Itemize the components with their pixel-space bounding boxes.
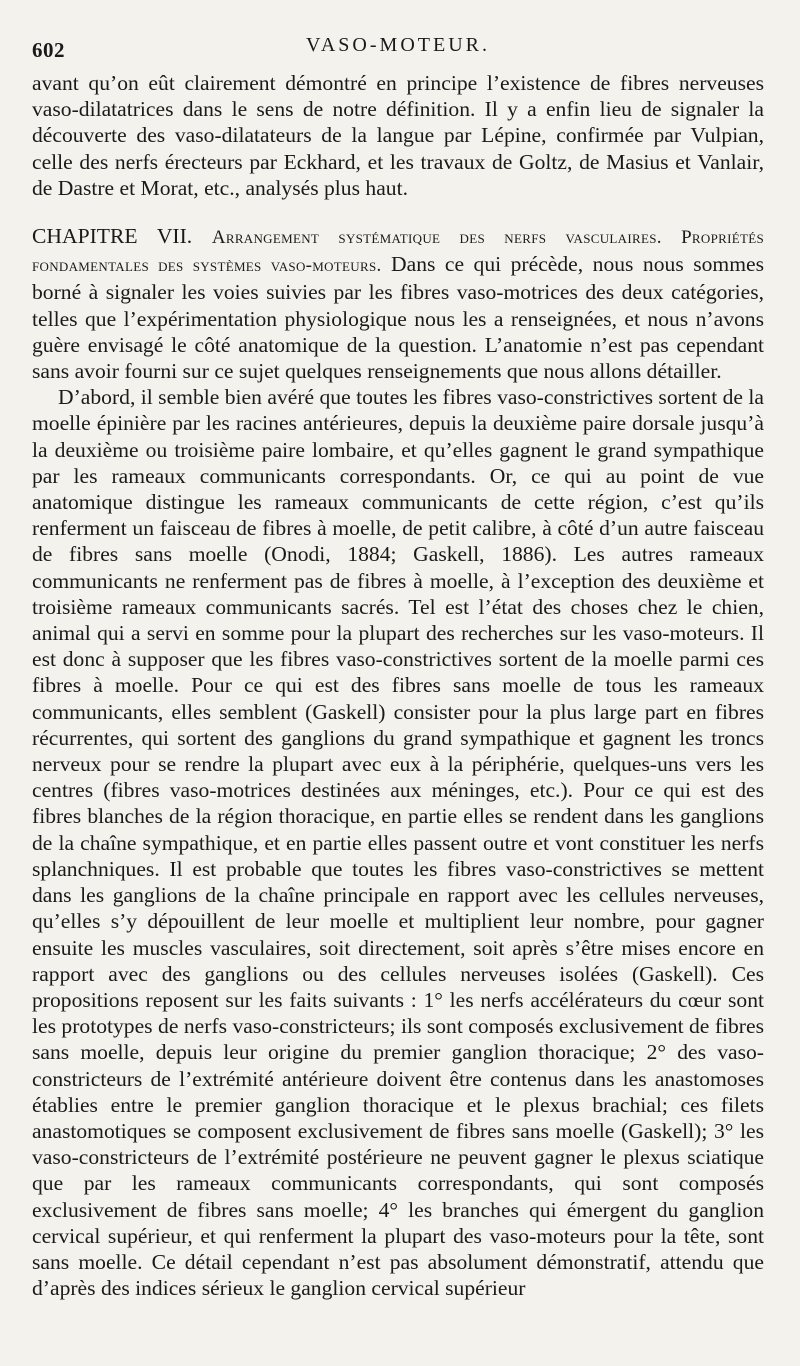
paragraph-main: D’abord, il semble bien avéré que toutes les fibres vaso-constrictives sortent de la moelle épinière par les racines antérieures, depuis la deuxième paire dorsale jusqu’à la deuxième ou troisième paire lombaire, et qu’elles gagnent le grand sympathique par les rameaux communicants correspondants. Or, ce qui au point de vue anatomique distingue les rameaux communicants de cette région, c’est qu’ils renferment un faisceau de fibres à moelle, de petit calibre, à côté d’un autre faisceau de fibres sans moelle (Onodi, 1884; Gaskell, 1886). Les autres rameaux communicants ne renferment pas de fibres à moelle, à l’exception des deuxième et troisième rameaux communicants sacrés. Tel est l’état des choses chez le chien, animal qui a servi en somme pour la plupart des recherches sur les vaso-moteurs. Il est donc à supposer que les fibres vaso-constrictives sortent de la moelle parmi ces fibres à moelle. Pour ce qui est des fibres sans moelle de tous les rameaux communicants, elles semblent (Gaskell) consister pour la plus large part en fibres récurrentes, qui sortent des ganglions du grand sympathique et gagnent les troncs nerveux pour se rendre la plupart avec eux à la périphérie, quelques-uns vers les centres (fibres vaso-motrices destinées aux méninges, etc.). Pour ce qui est des fibres blanches de la région thoracique, en partie elles se rendent dans les ganglions de la chaîne sympathique, et en partie elles passent outre et vont constituer les nerfs splanchniques. Il est probable que toutes les fibres vaso-constrictives se mettent dans les ganglions de la chaîne principale en rapport avec les cellules nerveuses, qu’elles s’y dépouillent de leur moelle et multiplient leur nombre, pour gagner ensuite les muscles vasculaires, soit directement, soit après s’être mises encore en rapport avec des ganglions ou des cellules nerveuses isolées (Gaskell). Ces propositions reposent sur les faits suivants : 1° les nerfs accélérateurs du cœur sont les prototypes de nerfs vaso-constricteurs; ils sont composés exclusivement de fibres sans moelle, depuis leur origine du premier ganglion thoracique; 2° des vaso-constricteurs de l’extrémité antérieure doivent être contenus dans les anastomoses établies entre le premier ganglion thoracique et le plexus brachial; ces filets anastomotiques se composent exclusivement de fibres sans moelle (Gaskell); 3° les vaso-constricteurs de l’extrémité postérieure ne peuvent gagner le plexus sciatique que par les rameaux communicants correspondants, qui sont composés exclusivement de fibres sans moelle; 4° les branches qui émergent du ganglion cervical supérieur, et qui renferment la plupart des vaso-moteurs pour la tête, sont sans moelle. Ce détail cependant n’est pas absolument démonstratif, attendu que d’après des indices sérieux le ganglion cervical supérieur: [32, 385, 764, 1301]
running-head: [32, 28, 764, 62]
chapter-label: CHAPITRE VII.: [32, 224, 193, 249]
chapter-heading: Arrangement systématique des nerfs vasculaires. Propriétés fondamentales des systèmes vaso-moteurs.: [32, 227, 764, 277]
chapter-paragraph: [32, 223, 764, 384]
running-title: VASO-MOTEUR.: [306, 34, 490, 56]
page-number: 602: [32, 38, 65, 62]
chapter-text: Dans ce qui précède, nous nous sommes borné à signaler les voies suivies par les fibres vaso-motrices des deux catégories, telles que l’expérimentation physiologique nous les a renseignées, et nous n’avons guère envisagé le côté anatomique de la question. L’anatomie n’est pas cependant sans avoir fourni sur ce sujet quelques renseignements que nous allons détailler.: [32, 252, 764, 384]
paragraph-continuation: avant qu’on eût clairement démontré en principe l’existence de fibres nerveuses vaso-dilatatrices dans le sens de notre définition. Il y a enfin lieu de signaler la découverte des vaso-dilatateurs de la langue par Lépine, confirmée par Vulpian, celle des nerfs érecteurs par Eckhard, et les travaux de Goltz, de Masius et Vanlair, de Dastre et Morat, etc., analysés plus haut.: [32, 71, 764, 200]
